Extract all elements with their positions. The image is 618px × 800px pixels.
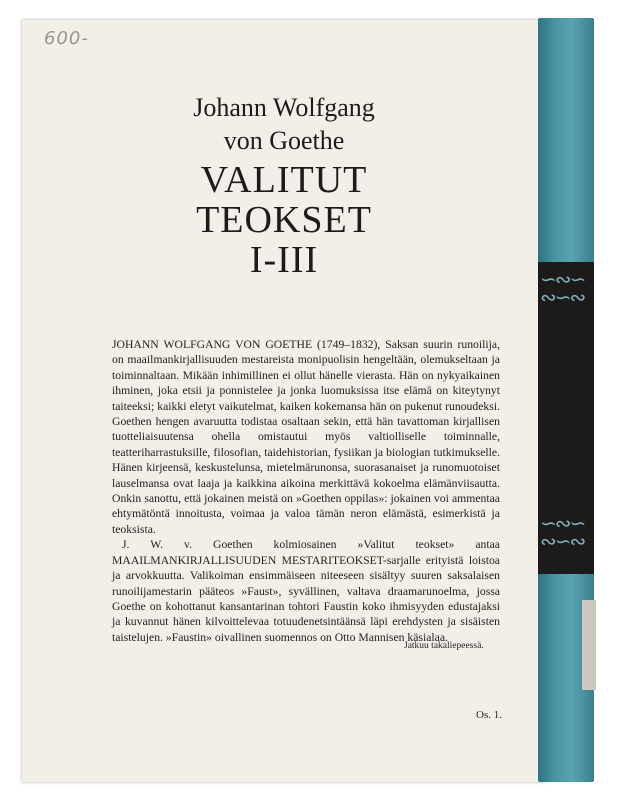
title-line-1: VALITUT — [200, 159, 368, 201]
spine-ornament-icon: ∽∾∽ ∾∽∾ — [540, 267, 585, 309]
author-line-2: von Goethe — [223, 126, 345, 155]
title-line-2: TEOKSET — [196, 199, 372, 241]
author-line-1: Johann Wolfgang — [193, 93, 375, 122]
blurb-paragraph-1: JOHANN WOLFGANG VON GOETHE (1749–1832), Saksan suurin runoilija, on maailmankirjallisuuden mestareista monipuolisin hengeltään, olemukseltaan ja toiminnaltaan. Mikään inhimillinen ei ollut hänelle vierasta. Hän on nykyaikainen ihminen, joka etsii ja ponnistelee ja jonka luomuksissa itse elämä on kiteytynyt taiteeksi; kaikki eletyt vaikutelmat, kaiken kokemansa hän on pukenut runoudeksi. Goethen hengen avaruutta todistaa osaltaan sekin, että hän tavattoman kirjallisen tuotteliaisuutensa ohella omistautui myös valtiolliselle toiminnalle, teatteriharrastuksille, filosofian, taidehistorian, fysiikan ja biologian tutkimukselle. Hänen kirjeensä, keskustelunsa, mietelmärunonsa, suorasanaiset ja runomuotoiset lauselmansa ovat laaja ja kaikkina aikoina merkittävä kokoelma elämänviisautta. Onkin sanottu, että jokainen meistä on »Goethen oppilas»: jokainen voi ammentaa ehtymätöntä innoitusta, voimaa ja valoa tämän neron elämästä, esimerkistä ja teoksista. — [112, 338, 500, 536]
spine-lettering — [582, 600, 596, 690]
handwritten-price: 600- — [44, 28, 89, 49]
volume-label: Os. 1. — [476, 709, 502, 721]
continued-note: Jatkuu takaliepeessä. — [404, 641, 484, 651]
blurb-text — [112, 337, 500, 645]
blurb-paragraph-2: J. W. v. Goethen kolmiosainen »Valitut teokset» antaa MAAILMANKIRJALLISUUDEN MESTARITEOKSET-sarjalle erityistä loistoa ja arvokkuutta. Valikoiman ensimmäiseen niteeseen sisältyy suuren saksalaisen runoilijamestarin pääteos »Faust», syvällinen, valtava draamarunoelma, jossa Goethe on kohottanut kansantarinan tohtori Faustin koko ihmisyyden edustajaksi ja kuvannut hänen kilvoittelevaa totuudenetsintäänsä läpi erehdysten ja sisäisten taistelujen. »Faustin» oivallinen suomennos on Otto Mannisen käsialaa. — [112, 538, 500, 644]
title-line-3: I-III — [249, 239, 319, 281]
spine-ornament-icon: ∽∾∽ ∾∽∾ — [540, 511, 585, 553]
